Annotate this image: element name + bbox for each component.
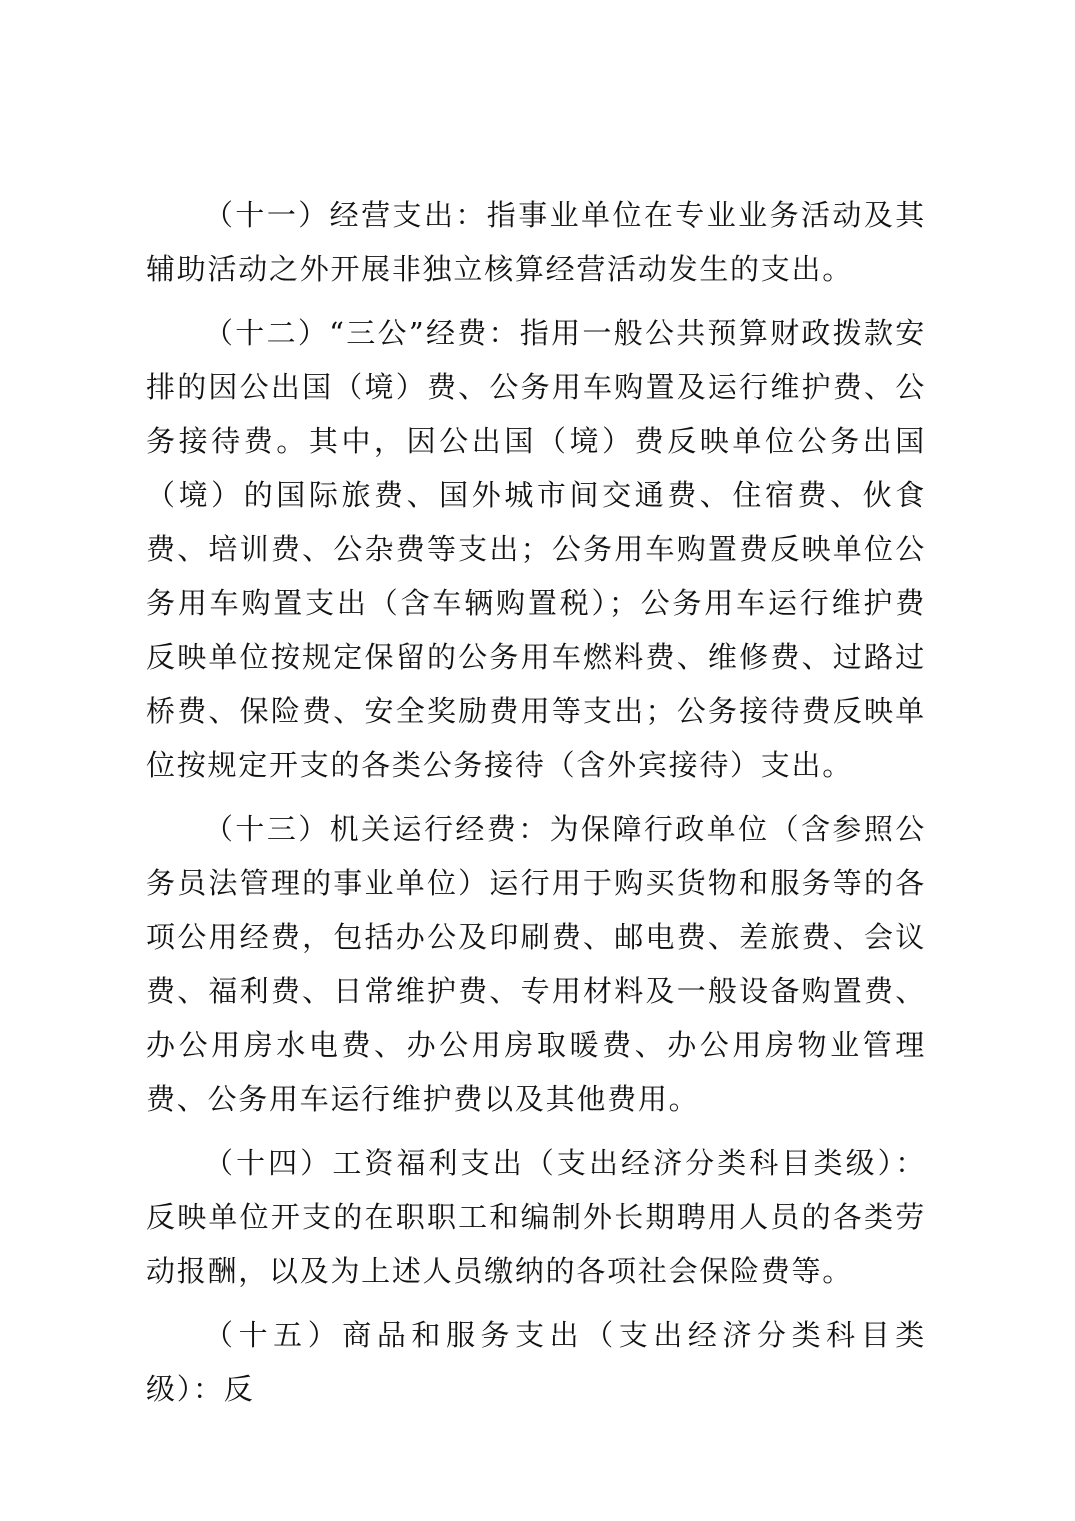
paragraph-three-public-expenses: （十二）“三公”经费：指用一般公共预算财政拨款安排的因公出国（境）费、公务用车购置及运行维护费、公务接待费。其中，因公出国（境）费反映单位公务出国（境）的国际旅费、国外城市间交通费、住宿费、伙食费、培训费、公杂费等支出；公务用车购置费反映单位公务用车购置支出（含车辆购置税）；公务用车运行维护费反映单位按规定保留的公务用车燃料费、维修费、过路过桥费、保险费、安全奖励费用等支出；公务接待费反映单位按规定开支的各类公务接待（含外宾接待）支出。 [146, 316, 926, 782]
paragraph-agency-operating-expenses: （十三）机关运行经费：为保障行政单位（含参照公务员法管理的事业单位）运行用于购买货物和服务等的各项公用经费，包括办公及印刷费、邮电费、差旅费、会议费、福利费、日常维护费、专用材料及一般设备购置费、办公用房水电费、办公用房取暖费、办公用房物业管理费、公务用车运行维护费以及其他费用。 [146, 812, 926, 1116]
paragraph-wages-benefits: （十四）工资福利支出（支出经济分类科目类级）：反映单位开支的在职职工和编制外长期聘用人员的各类劳动报酬，以及为上述人员缴纳的各项社会保险费等。 [146, 1146, 926, 1288]
paragraph-operating-expenditure: （十一）经营支出：指事业单位在专业业务活动及其辅助活动之外开展非独立核算经营活动发生的支出。 [146, 198, 926, 286]
document-body [146, 188, 926, 1416]
paragraph-goods-services: （十五）商品和服务支出（支出经济分类科目类级）：反 [146, 1318, 926, 1406]
